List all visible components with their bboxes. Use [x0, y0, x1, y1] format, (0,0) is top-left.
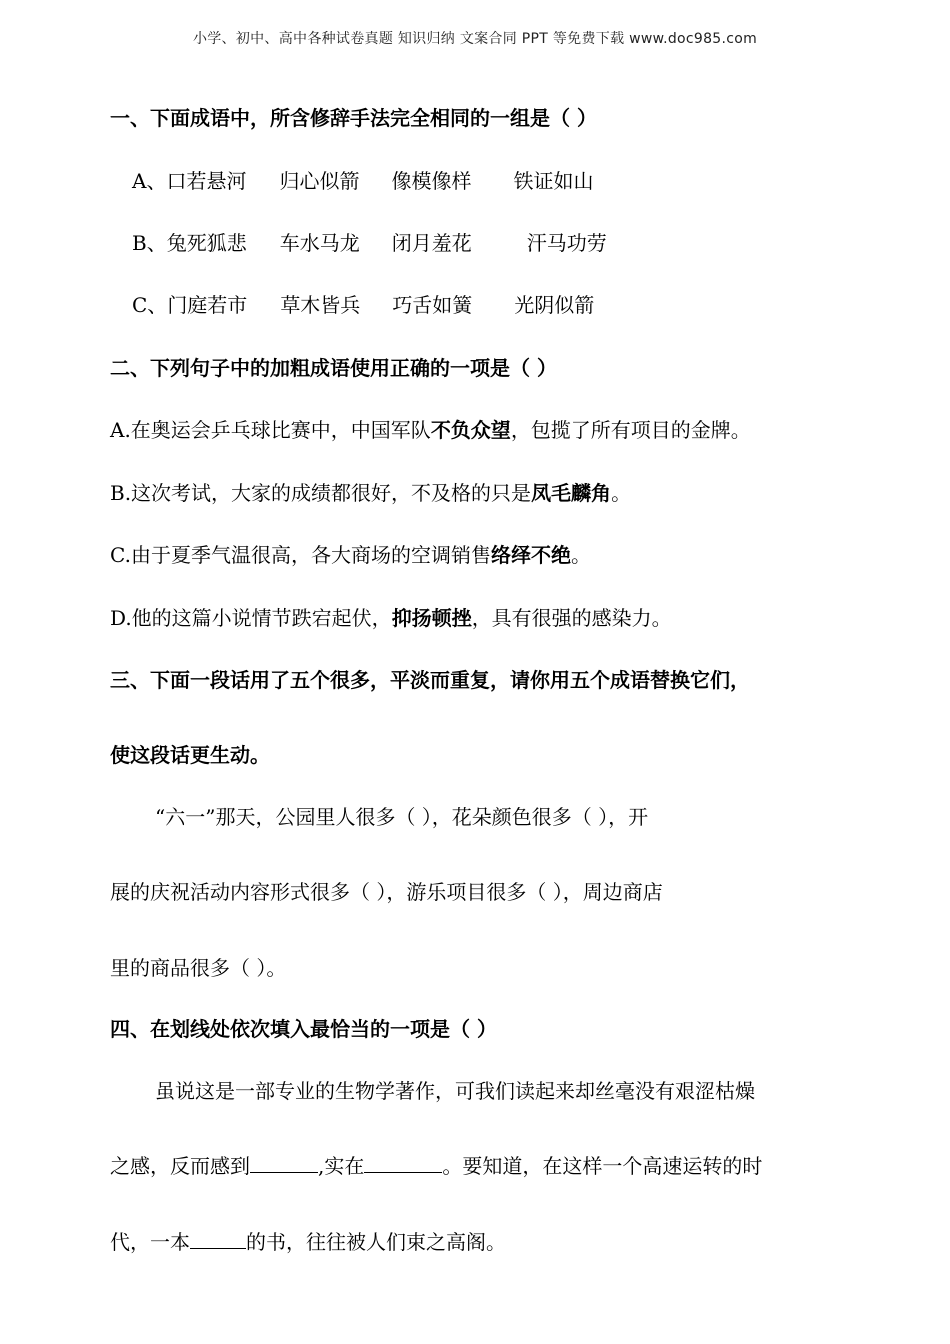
idiom: 铁证如山	[513, 169, 594, 193]
idiom: 口若悬河	[166, 169, 247, 193]
sentence-text: A.在奥运会乒乓球比赛中，中国军队	[110, 418, 431, 442]
question-2-title: 二、下列句子中的加粗成语使用正确的一项是（ ）	[110, 356, 557, 380]
q1-option-b	[132, 230, 607, 256]
question-4-title: 四、在划线处依次填入最恰当的一项是（ ）	[110, 1017, 497, 1041]
q3-paragraph-line-2: 展的庆祝活动内容形式很多（ ），游乐项目很多（ ），周边商店	[110, 880, 663, 904]
fill-blank-2[interactable]	[364, 1154, 442, 1173]
sentence-text: B.这次考试，大家的成绩都很好，不及格的只是	[110, 481, 532, 505]
bold-idiom: 抑扬顿挫	[391, 606, 472, 630]
idiom: 闭月羞花	[391, 231, 472, 255]
q2-sentence-c	[110, 542, 591, 568]
q1-option-a	[132, 168, 593, 194]
idiom: 门庭若市	[167, 293, 248, 317]
idiom: 车水马龙	[279, 231, 360, 255]
page-header: 小学、初中、高中各种试卷真题 知识归纳 文案合同 PPT 等免费下载 www.doc985.com	[192, 31, 758, 47]
question-1-title: 一、下面成语中，所含修辞手法完全相同的一组是（ ）	[110, 106, 597, 130]
idiom: 归心似箭	[279, 169, 360, 193]
q2-sentence-d	[110, 605, 672, 631]
sentence-text: 。要知道，在这样一个高速运转的时	[442, 1154, 763, 1178]
bold-idiom: 络绎不绝	[490, 543, 571, 567]
fill-blank-3[interactable]	[190, 1230, 246, 1249]
sentence-text: 的书，往往被人们束之高阁。	[246, 1230, 506, 1254]
q3-paragraph-line-3: 里的商品很多（ ）。	[110, 956, 287, 980]
sentence-text: 。	[611, 481, 632, 505]
sentence-text: ，包揽了所有项目的金牌。	[510, 418, 751, 442]
idiom: 巧舌如簧	[392, 293, 473, 317]
bold-idiom: 不负众望	[430, 418, 511, 442]
option-label: A、	[132, 169, 167, 193]
idiom: 光阴似箭	[514, 293, 595, 317]
sentence-text: 之感，反而感到	[110, 1154, 250, 1178]
option-label: C、	[132, 293, 168, 317]
idiom: 汗马功劳	[526, 231, 607, 255]
sentence-text: D.他的这篇小说情节跌宕起伏，	[110, 606, 392, 630]
sentence-text: ,实在	[318, 1154, 365, 1178]
fill-blank-1[interactable]	[250, 1154, 318, 1173]
q2-sentence-a	[110, 417, 751, 443]
q3-paragraph-line-1: “六一”那天，公园里人很多（ ），花朵颜色很多（ ），开	[155, 805, 649, 829]
question-3-title-line-2: 使这段话更生动。	[110, 743, 270, 767]
q4-paragraph-line-1: 虽说这是一部专业的生物学著作，可我们读起来却丝毫没有艰涩枯燥	[155, 1079, 755, 1103]
q4-paragraph-line-2	[110, 1153, 762, 1179]
idiom: 兔死狐悲	[166, 231, 247, 255]
sentence-text: ，具有很强的感染力。	[471, 606, 672, 630]
sentence-text: 代，一本	[110, 1230, 190, 1254]
sentence-text: C.由于夏季气温很高，各大商场的空调销售	[110, 543, 491, 567]
bold-idiom: 凤毛麟角	[531, 481, 612, 505]
q4-paragraph-line-3	[110, 1229, 506, 1255]
question-3-title-line-1: 三、下面一段话用了五个很多，平淡而重复，请你用五个成语替换它们，	[110, 668, 750, 692]
q2-sentence-b	[110, 480, 631, 506]
idiom: 像模像样	[391, 169, 472, 193]
option-label: B、	[132, 231, 167, 255]
sentence-text: 。	[570, 543, 591, 567]
q1-option-c	[132, 292, 594, 318]
idiom: 草木皆兵	[280, 293, 361, 317]
